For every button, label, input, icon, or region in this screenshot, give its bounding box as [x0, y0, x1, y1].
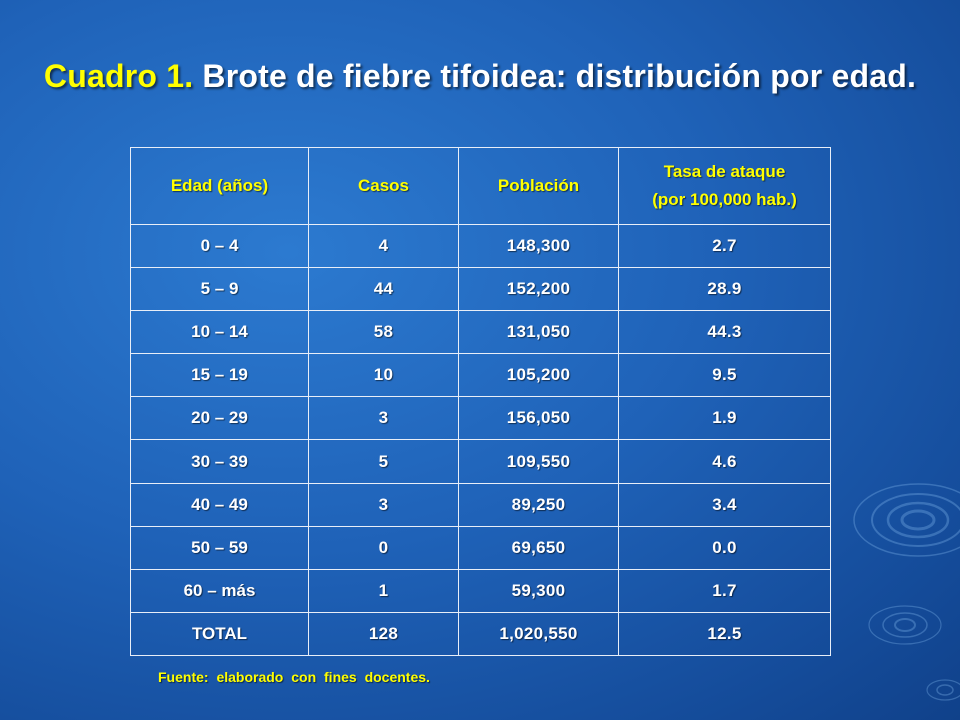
cell-population: 59,300 [459, 569, 619, 612]
header-attack-rate-line2: (por 100,000 hab.) [652, 190, 797, 209]
cell-cases: 1 [309, 569, 459, 612]
header-age: Edad (años) [131, 148, 309, 225]
header-attack-rate [619, 148, 831, 225]
table-row [131, 311, 831, 354]
cell-population: 148,300 [459, 225, 619, 268]
cell-population: 89,250 [459, 483, 619, 526]
cell-rate: 0.0 [619, 526, 831, 569]
cell-cases: 4 [309, 225, 459, 268]
table-row [131, 268, 831, 311]
cell-age-total: TOTAL [131, 612, 309, 655]
table-total-row [131, 612, 831, 655]
cell-cases: 3 [309, 483, 459, 526]
header-cases: Casos [309, 148, 459, 225]
cell-population: 109,550 [459, 440, 619, 483]
cell-rate: 4.6 [619, 440, 831, 483]
source-note: Fuente: elaborado con fines docentes. [158, 669, 430, 685]
table-row [131, 569, 831, 612]
cell-age: 50 – 59 [131, 526, 309, 569]
cell-population: 105,200 [459, 354, 619, 397]
table-row [131, 225, 831, 268]
table-row [131, 483, 831, 526]
cell-age: 20 – 29 [131, 397, 309, 440]
cell-cases: 5 [309, 440, 459, 483]
age-distribution-table [130, 147, 831, 656]
header-population: Población [459, 148, 619, 225]
header-attack-rate-line1: Tasa de ataque [663, 162, 786, 181]
cell-rate-total: 12.5 [619, 612, 831, 655]
cell-rate: 9.5 [619, 354, 831, 397]
cell-population: 156,050 [459, 397, 619, 440]
table-row [131, 526, 831, 569]
table-row [131, 354, 831, 397]
cell-age: 15 – 19 [131, 354, 309, 397]
cell-age: 60 – más [131, 569, 309, 612]
cell-age: 10 – 14 [131, 311, 309, 354]
cell-population-total: 1,020,550 [459, 612, 619, 655]
cell-rate: 2.7 [619, 225, 831, 268]
cell-rate: 1.7 [619, 569, 831, 612]
cell-population: 152,200 [459, 268, 619, 311]
cell-rate: 3.4 [619, 483, 831, 526]
cell-cases-total: 128 [309, 612, 459, 655]
cell-cases: 58 [309, 311, 459, 354]
slide-title [0, 58, 960, 95]
title-prefix: Cuadro 1. [43, 58, 194, 94]
table-row [131, 397, 831, 440]
cell-cases: 3 [309, 397, 459, 440]
cell-cases: 44 [309, 268, 459, 311]
table-header-row [131, 148, 831, 225]
cell-rate: 28.9 [619, 268, 831, 311]
cell-population: 69,650 [459, 526, 619, 569]
title-text: Brote de fiebre tifoidea: distribución por edad. [202, 58, 917, 94]
cell-cases: 0 [309, 526, 459, 569]
table-row [131, 440, 831, 483]
cell-rate: 44.3 [619, 311, 831, 354]
cell-age: 30 – 39 [131, 440, 309, 483]
cell-age: 5 – 9 [131, 268, 309, 311]
cell-cases: 10 [309, 354, 459, 397]
cell-age: 0 – 4 [131, 225, 309, 268]
cell-rate: 1.9 [619, 397, 831, 440]
cell-population: 131,050 [459, 311, 619, 354]
cell-age: 40 – 49 [131, 483, 309, 526]
